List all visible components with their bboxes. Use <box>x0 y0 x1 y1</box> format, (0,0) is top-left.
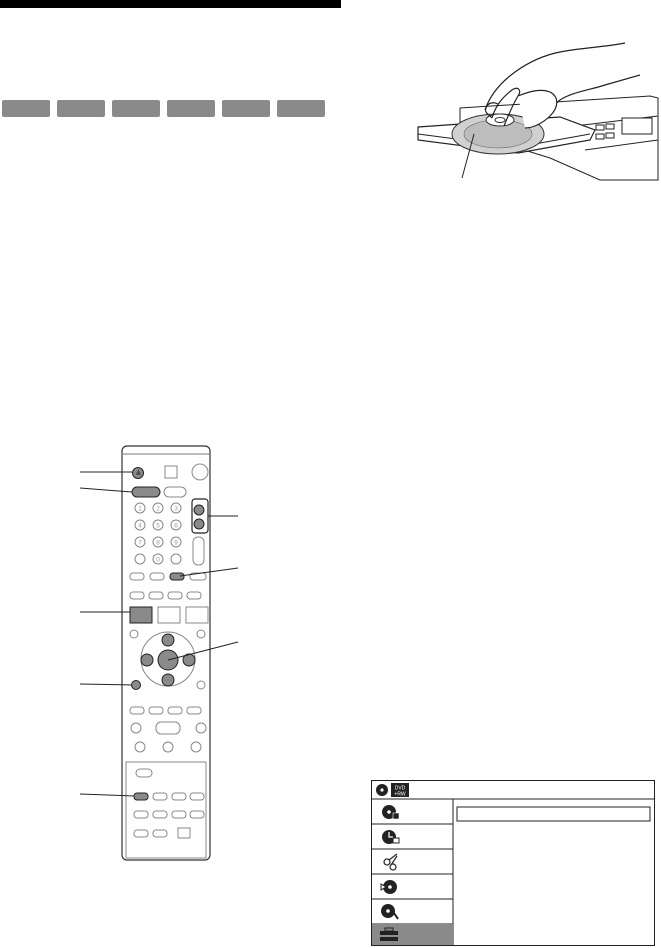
svg-text:≜: ≜ <box>135 471 142 478</box>
svg-text:8: 8 <box>156 539 160 547</box>
disc-type-badge-3 <box>112 100 160 117</box>
disc-type-badge-4 <box>167 100 215 117</box>
svg-text:5: 5 <box>156 522 160 530</box>
disc-label-top: DVD <box>394 785 406 792</box>
svg-text:6: 6 <box>174 522 178 530</box>
svg-text:7: 7 <box>138 539 142 547</box>
svg-text:1: 1 <box>138 505 142 513</box>
disc-label-bottom: +RW <box>394 791 406 798</box>
disc-type-badge-2 <box>57 100 105 117</box>
menu-screen-illustration <box>371 780 655 946</box>
remote-illustration <box>80 444 250 864</box>
svg-text:9: 9 <box>174 539 178 547</box>
disc-type-badge-6 <box>277 100 325 117</box>
disc-type-badge-1 <box>2 100 50 117</box>
disc-type-badge-5 <box>222 100 270 117</box>
svg-text:0: 0 <box>156 556 160 564</box>
svg-text:3: 3 <box>174 505 178 513</box>
svg-text:2: 2 <box>156 505 160 513</box>
svg-text:4: 4 <box>138 522 142 530</box>
section-header-bar <box>0 0 341 8</box>
disc-tray-illustration <box>400 30 661 185</box>
